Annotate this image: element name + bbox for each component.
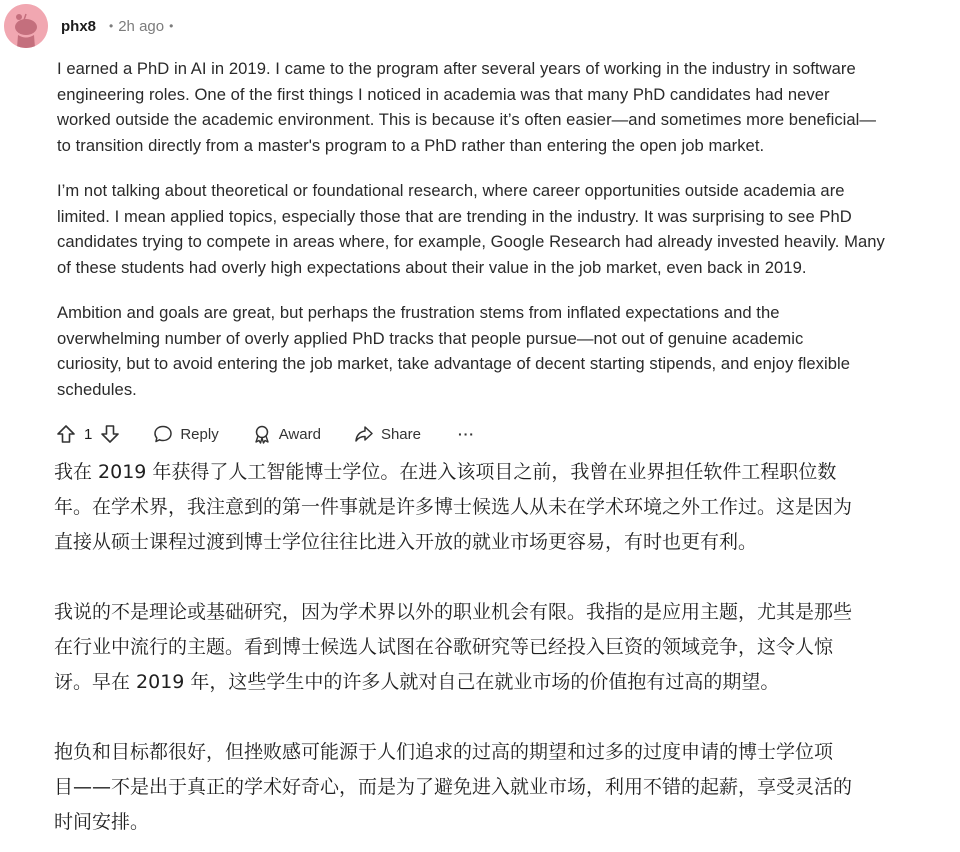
upvote-arrow-icon[interactable] (56, 424, 76, 444)
comment-paragraph (57, 300, 937, 402)
text-line: 时间安排。 (54, 811, 150, 833)
speech-bubble-icon (153, 424, 173, 444)
text-line: 我说的不是理论或基础研究，因为学术界以外的职业机会有限。我指的是应用主题，尤其是那些 (54, 601, 853, 623)
text-line: limited. I mean applied topics, especially those that are trending in the industry. It was surprising to see PhD (57, 206, 852, 226)
text-line: 我在 2019 年获得了人工智能博士学位。在进入该项目之前，我曾在业界担任软件工程职位数 (54, 461, 837, 483)
chinese-translation (54, 455, 944, 840)
text-line: schedules. (57, 379, 137, 399)
comment-action-bar (56, 420, 475, 448)
text-line: 讶。早在 2019 年，这些学生中的许多人就对自己在就业市场的价值抱有过高的期望。 (54, 671, 780, 693)
comment-header (4, 4, 178, 48)
comment-body (57, 56, 937, 402)
vote-group (56, 424, 120, 444)
reddit-snoo-avatar-icon (4, 4, 48, 48)
share-label: Share (380, 425, 421, 443)
text-line: I earned a PhD in AI in 2019. I came to the program after several years of working in the industry in software (57, 59, 856, 78)
text-line: overwhelming number of overly applied PhD tracks that people pursue—not out of genuine academic (57, 328, 804, 348)
text-line: engineering roles. One of the first things I noticed in academia was that many PhD candidates had never (57, 84, 830, 104)
comment-paragraph (57, 56, 937, 158)
meta-separator-trailing: • (169, 19, 174, 33)
author-username[interactable]: phx8 (61, 17, 97, 35)
text-line: to transition directly from a master's program to a PhD rather than entering the open job market. (57, 135, 765, 155)
reply-label: Reply (180, 425, 219, 443)
translation-paragraph (54, 735, 944, 840)
award-label: Award (278, 425, 321, 443)
translation-paragraph (54, 595, 944, 700)
share-arrow-icon (354, 424, 374, 444)
avatar[interactable] (4, 4, 48, 48)
comment-meta (104, 18, 178, 35)
share-button[interactable] (354, 424, 421, 444)
text-line: worked outside the academic environment. This is because it’s often easier—and sometimes more beneficial— (57, 110, 877, 129)
text-line: curiosity, but to avoid entering the job market, take advantage of decent starting stipends, and enjoy flexible (57, 354, 850, 373)
text-line: 在行业中流行的主题。看到博士候选人试图在谷歌研究等已经投入巨资的领域竞争，这令人惊 (54, 636, 834, 658)
meta-separator: • (109, 19, 114, 33)
downvote-arrow-icon[interactable] (100, 424, 120, 444)
comment-paragraph (57, 178, 937, 280)
text-line: candidates trying to compete in areas where, for example, Google Research had already invested heavily. Many (57, 232, 885, 251)
reply-button[interactable] (153, 424, 218, 444)
text-line: 直接从硕士课程过渡到博士学位往往比进入开放的就业市场更容易，有时也更有利。 (54, 531, 758, 553)
text-line: 抱负和目标都很好，但挫败感可能源于人们追求的过高的期望和过多的过度申请的博士学位项 (54, 741, 834, 763)
text-line: of these students had overly high expectations about their value in the job market, even back in 2019. (57, 257, 807, 277)
text-line: I’m not talking about theoretical or foundational research, where career opportunities outside academia are (57, 181, 845, 200)
more-options-button[interactable] (458, 426, 475, 442)
award-button[interactable] (252, 424, 321, 444)
award-ribbon-icon (252, 424, 272, 444)
text-line: 年。在学术界，我注意到的第一件事就是许多博士候选人从未在学术环境之外工作过。这是因为 (54, 496, 853, 518)
vote-count: 1 (84, 425, 93, 443)
ellipsis-icon: ··· (457, 426, 475, 442)
comment-timestamp: 2h ago (118, 17, 165, 35)
text-line: Ambition and goals are great, but perhaps the frustration stems from inflated expectations and the (57, 303, 780, 322)
text-line: 目——不是出于真正的学术好奇心，而是为了避免进入就业市场，利用不错的起薪，享受灵活的 (54, 776, 853, 798)
translation-paragraph (54, 455, 944, 560)
